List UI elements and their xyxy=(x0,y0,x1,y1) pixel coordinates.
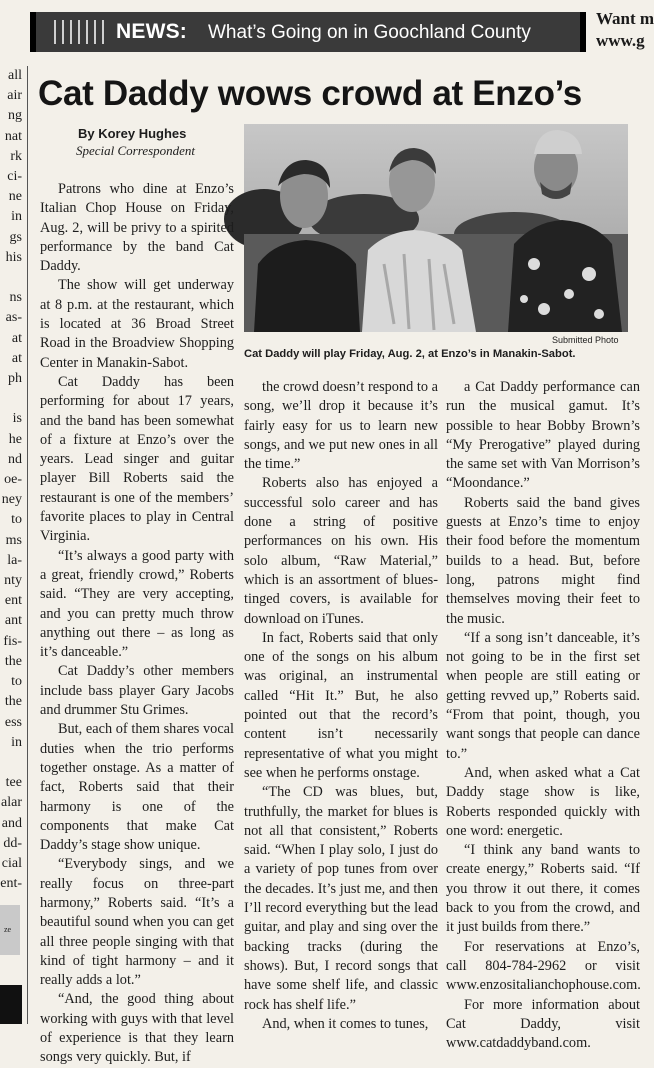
adjacent-line-fragment: and xyxy=(1,815,22,831)
adjacent-line-fragment: tee xyxy=(5,775,22,791)
adjacent-line-fragment: ent xyxy=(4,593,22,609)
adjacent-line-fragment: in xyxy=(11,209,22,225)
adjacent-line-fragment: he xyxy=(8,431,22,447)
band-photo-illustration xyxy=(244,124,628,332)
adjacent-line-fragment: ms xyxy=(5,532,22,548)
article-paragraph: “The CD was blues, but, truthfully, the market for blues is not all that consistent,” Roberts said. “When I play solo, I just do a variety of pop tunes from over the decades. It’s just me, and then I’ll record everything but the lead guitar, and play and sing over the backing tracks (during the shows). But, I record songs that have some shelf life, and classic rock has shelf life.” xyxy=(244,784,438,1013)
byline-role: Special Correspondent xyxy=(76,143,196,158)
byline: By Korey Hughes xyxy=(78,126,187,141)
article-paragraph: Roberts said the band gives guests at Enzo’s time to enjoy their food before the momentum builds to a head. But, before long, patrons might find themselves moving their feet to the music. xyxy=(446,494,640,627)
article-paragraph: Cat Daddy’s other members include bass player Gary Jacobs and drummer Stu Grimes. xyxy=(40,663,234,719)
adjacent-line-fragment: as- xyxy=(5,310,22,326)
article-paragraph: Cat Daddy has been performing for about 17 years, and the band has been somewhat of a fixture at Enzo’s over the years. Lead singer and guitar player Bill Roberts said the restaurant is one of the members’ favorite places to play in Central Virginia. xyxy=(40,373,234,545)
article-paragraph: “Everybody sings, and we really focus on three-part harmony,” Roberts said. “It’s a beautiful sound when you can get all three people singing with that kind of tight harmony – and it really adds a lot.” xyxy=(40,856,234,989)
corner-promo-line1: Want m xyxy=(596,9,654,28)
adjacent-line-fragment: is xyxy=(12,411,22,427)
adjacent-line-fragment: ant xyxy=(4,613,22,629)
adjacent-line-fragment: fis- xyxy=(3,633,22,649)
banner-rule xyxy=(62,20,64,44)
adjacent-line-fragment: to xyxy=(11,674,22,690)
adjacent-line-fragment: ph xyxy=(8,371,22,387)
photo-caption: Cat Daddy will play Friday, Aug. 2, at Enzo’s in Manakin-Sabot. xyxy=(244,348,576,360)
adjacent-column-fragment xyxy=(0,66,22,1024)
article-paragraph: For more information about Cat Daddy, visit www.catdaddyband.com. xyxy=(446,996,640,1052)
corner-promo-line2: www.g xyxy=(596,31,645,50)
section-label: NEWS: xyxy=(116,20,187,43)
article-column-3 xyxy=(446,378,640,1053)
news-banner xyxy=(30,12,586,52)
article-paragraph: In fact, Roberts said that only one of the songs on his album was original, an instrumental called “Hit It.” But, he also pointed out that the record’s content isn’t necessarily representative of what you might see when he performs onstage. xyxy=(244,629,438,781)
adjacent-ad-text: ze xyxy=(4,925,12,934)
adjacent-line-fragment: his xyxy=(5,249,22,265)
adjacent-line-fragment: nd xyxy=(8,451,22,467)
adjacent-line-fragment: dd- xyxy=(3,835,22,851)
adjacent-line-fragment: ci- xyxy=(7,169,22,185)
adjacent-line-fragment: rk xyxy=(10,148,22,164)
article-paragraph: But, each of them shares vocal duties when the trio performs together onstage. As a matter of fact, Roberts said that their harmony is one of the components that make Cat Daddy’s stage show unique. xyxy=(40,721,234,854)
adjacent-line-fragment: nat xyxy=(4,128,22,144)
adjacent-line-fragment: all xyxy=(8,68,22,83)
banner-rule xyxy=(78,20,80,44)
adjacent-line-fragment: alar xyxy=(1,795,22,811)
adjacent-line-fragment xyxy=(0,268,22,288)
adjacent-line-fragment: the xyxy=(4,653,22,669)
adjacent-ad-box xyxy=(0,905,20,955)
adjacent-line-fragment: air xyxy=(7,88,22,104)
section-header xyxy=(0,0,654,62)
article-paragraph: Patrons who dine at Enzo’s Italian Chop House on Friday, Aug. 2, will be privy to a spirited performance by the band Cat Daddy. xyxy=(40,181,234,275)
article-paragraph: For reservations at Enzo’s, call 804-784-2962 or visit www.enzositalianchophouse.com. xyxy=(446,938,641,994)
adjacent-line-fragment: ess xyxy=(4,714,22,730)
article-paragraph: The show will get underway at 8 p.m. at the restaurant, which is located at 36 Broad Street Road in the Broadview Shopping Center in Manakin-Sabot. xyxy=(40,277,234,371)
adjacent-line-fragment: ng xyxy=(8,108,22,124)
article-paragraph: a Cat Daddy performance can run the musical gamut. It’s possible to hear Bobby Brown’s “My Prerogative” played during the same set with Van Morrison’s “Moondance.” xyxy=(446,379,640,492)
adjacent-line-fragment: gs xyxy=(9,229,22,245)
band-photo xyxy=(244,124,628,332)
section-subtitle: What’s Going on in Goochland County xyxy=(208,22,531,43)
article-paragraph: Roberts also has enjoyed a successful solo career and has done a string of positive performances on his own. His solo album, “Raw Material,” which is an assortment of blues-tinged covers, is available for download on iTunes. xyxy=(244,475,438,627)
adjacent-line-fragment: the xyxy=(4,694,22,710)
column-divider xyxy=(27,66,28,1024)
banner-rule xyxy=(86,20,88,44)
adjacent-line-fragment xyxy=(0,753,22,773)
banner-rule xyxy=(54,20,56,44)
banner-rule xyxy=(102,20,104,44)
article-paragraph: “And, the good thing about working with guys with that level of experience is that they learn songs very quickly. But, if xyxy=(40,991,234,1066)
adjacent-line-fragment xyxy=(0,389,22,409)
adjacent-line-fragment: ns xyxy=(9,290,22,306)
adjacent-black-box xyxy=(0,985,22,1024)
adjacent-line-fragment: in xyxy=(11,734,22,750)
article-paragraph: “I think any band wants to create energy,” Roberts said. “If you throw it out there, it comes back to you from the crowd, and it just builds from there.” xyxy=(446,842,640,936)
banner-rule xyxy=(70,20,72,44)
article-paragraph: And, when asked what a Cat Daddy stage show is like, Roberts responded quickly with one word: energetic. xyxy=(446,764,640,839)
adjacent-line-fragment: at xyxy=(11,350,22,366)
adjacent-line-fragment: to xyxy=(11,512,22,528)
article-headline: Cat Daddy wows crowd at Enzo’s xyxy=(38,74,582,113)
photo-credit: Submitted Photo xyxy=(552,335,619,345)
adjacent-line-fragment: la- xyxy=(7,552,22,568)
article-paragraph: “It’s always a good party with a great, friendly crowd,” Roberts said. “They are very accepting, and you can pretty much throw anything out there – as long as it’s danceable.” xyxy=(40,547,234,661)
article-paragraph: And, when it comes to tunes, xyxy=(262,1015,429,1032)
adjacent-line-fragment: ent- xyxy=(0,876,22,892)
article-column-1 xyxy=(40,180,234,1068)
adjacent-line-fragment: at xyxy=(11,330,22,346)
corner-promo xyxy=(596,8,654,52)
adjacent-line-fragment: ne xyxy=(8,189,22,205)
adjacent-line-fragment: oe- xyxy=(4,472,22,488)
adjacent-line-fragment: cial xyxy=(1,855,22,871)
adjacent-line-fragment: ney xyxy=(1,492,22,508)
article-paragraph: “If a song isn’t danceable, it’s not going to be in the first set when people are still eating or getting revved up,” Roberts said. “From that point, though, you want songs that people can dance to.” xyxy=(446,629,640,762)
adjacent-line-fragment: nty xyxy=(4,573,22,589)
article-paragraph: the crowd doesn’t respond to a song, we’ll drop it because it’s fairly easy for us to learn new songs, and we put new ones in all the time.” xyxy=(244,379,438,473)
banner-rule xyxy=(94,20,96,44)
article-column-2 xyxy=(244,378,438,1034)
